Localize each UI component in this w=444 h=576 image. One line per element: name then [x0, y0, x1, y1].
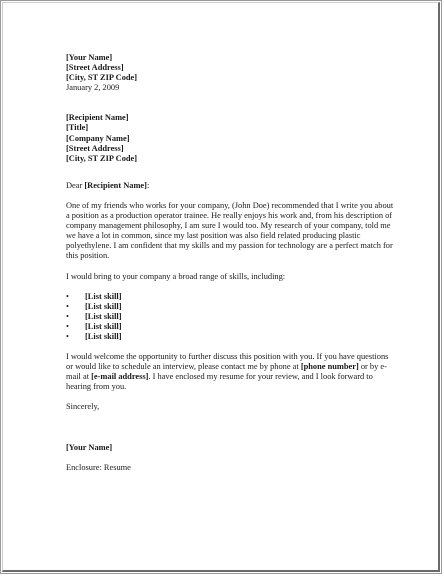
phone-placeholder: [phone number]: [300, 362, 359, 372]
body-paragraph-1: One of my friends who works for your company, (John Doe) recommended that I write you about a position as a production operator trainee. He really enjoys his work and, from his description of company management philosophy, I am sure I would too. My research of your company, told me we have a lot in common, since my last position was also field related producing plastic polyethylene. I am confident that my skills and my passion for technology are a perfect match for this position.: [66, 200, 394, 261]
letter-content: [66, 53, 396, 473]
sender-name: [Your Name]: [66, 53, 113, 62]
sender-block: [66, 53, 396, 93]
skill-text: [List skill]: [85, 331, 122, 341]
para3-text-c: . I have enclosed my resume for your review, and I look forward to hearing from you.: [66, 372, 373, 392]
skill-text: [List skill]: [85, 321, 122, 331]
recipient-block: [66, 113, 396, 163]
skill-text: [List skill]: [85, 311, 122, 321]
para3-text-a: I would welcome the opportunity to further discuss this position with you. If you have questions or would like to schedule an interview, please contact me by phone at: [66, 352, 389, 372]
bullet-icon: •: [66, 291, 69, 301]
list-item: [66, 322, 396, 332]
list-item: [66, 292, 396, 302]
body-paragraph-3: [66, 352, 396, 392]
enclosure-line: Enclosure: Resume: [66, 462, 131, 472]
list-item: [66, 302, 396, 312]
sender-city: [City, ST ZIP Code]: [66, 73, 138, 83]
para3-text-b: or by e-mail at: [66, 362, 387, 382]
list-item: [66, 332, 396, 342]
skill-text: [List skill]: [85, 301, 122, 311]
salutation-name: [Recipient Name]: [84, 180, 147, 190]
skills-list: [66, 292, 396, 342]
recipient-street: [Street Address]: [66, 143, 124, 153]
list-item: [66, 312, 396, 322]
email-placeholder: [e-mail address]: [91, 372, 149, 382]
letter-date: January 2, 2009: [66, 83, 120, 93]
body-paragraph-2: I would bring to your company a broad range of skills, including:: [66, 271, 286, 281]
signature-name: [Your Name]: [66, 442, 113, 452]
bullet-icon: •: [66, 331, 69, 341]
salutation: [66, 181, 396, 191]
recipient-city: [City, ST ZIP Code]: [66, 153, 138, 163]
recipient-company: [Company Name]: [66, 133, 130, 143]
bullet-icon: •: [66, 301, 69, 311]
salutation-prefix: Dear: [66, 180, 85, 190]
recipient-title: [Title]: [66, 123, 89, 133]
closing-text: Sincerely,: [66, 402, 100, 412]
bullet-icon: •: [66, 311, 69, 321]
sender-street: [Street Address]: [66, 63, 124, 73]
recipient-name: [Recipient Name]: [66, 113, 129, 123]
salutation-suffix: :: [146, 180, 150, 190]
bullet-icon: •: [66, 321, 69, 331]
skill-text: [List skill]: [85, 291, 122, 301]
